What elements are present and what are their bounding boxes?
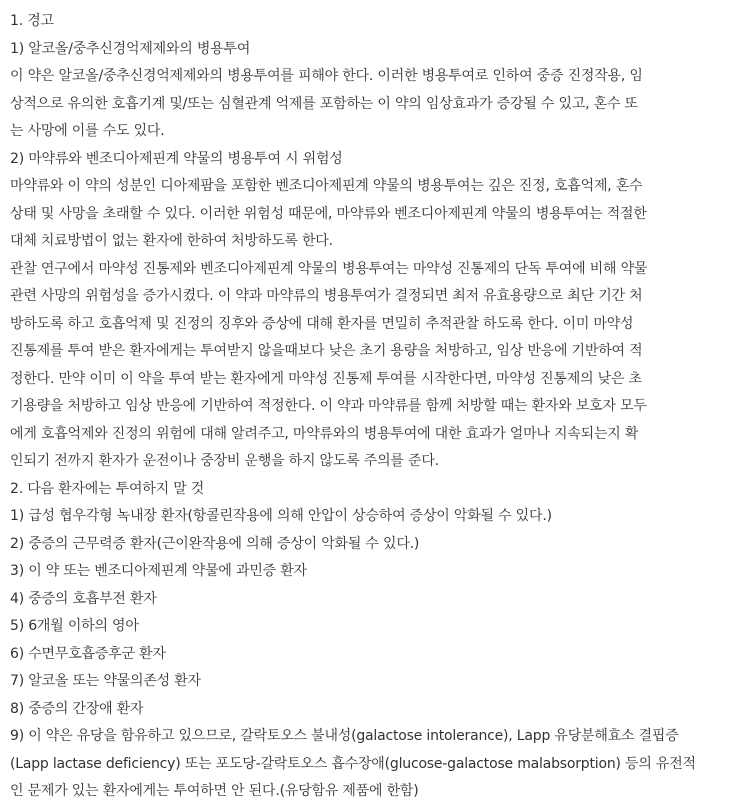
list-item: 4) 중증의 호흡부전 환자 <box>10 591 157 607</box>
subsection-heading-opioid-risk: 2) 마약류와 벤조디아제핀계 약물의 병용투여 시 위험성 <box>10 151 343 167</box>
text-line: 에게 호흡억제와 진정의 위험에 대해 알려주고, 마약류와의 병용투여에 대한 효과가 얼마나 지속되는지 확 <box>10 426 639 442</box>
text-line: 마약류와 이 약의 성분인 디아제팜을 포함한 벤조디아제핀계 약물의 병용투여는 깊은 진정, 호흡억제, 혼수 <box>10 178 643 194</box>
text-line: (Lapp lactase deficiency) 또는 포도당-갈락토오스 흡수장애(glucose-galactose malabsorption) 등의 유전적 <box>10 756 696 772</box>
list-item: 1) 급성 협우각형 녹내장 환자(항콜린작용에 의해 안압이 상승하여 증상이 악화될 수 있다.) <box>10 508 552 524</box>
list-item: 8) 중증의 간장애 환자 <box>10 701 144 717</box>
text-line: 방하도록 하고 호흡억제 및 진정의 징후와 증상에 대해 환자를 면밀히 추적관찰 하도록 한다. 이미 마약성 <box>10 316 634 332</box>
text-line: 는 사망에 이를 수도 있다. <box>10 123 165 139</box>
text-line: 상적으로 유의한 호흡기계 및/또는 심혈관계 억제를 포함하는 이 약의 임상효과가 증강될 수 있고, 혼수 또 <box>10 96 638 112</box>
text-line: 인되기 전까지 환자가 운전이나 중장비 운행을 하지 않도록 주의를 준다. <box>10 453 439 469</box>
list-item: 6) 수면무호흡증후군 환자 <box>10 646 166 662</box>
list-item: 5) 6개월 이하의 영아 <box>10 618 139 634</box>
subsection-heading-alcohol: 1) 알코올/중추신경억제제와의 병용투여 <box>10 41 251 57</box>
text-line: 인 문제가 있는 환자에게는 투여하면 안 된다.(유당함유 제품에 한함) <box>10 783 419 799</box>
text-line: 대체 치료방법이 없는 환자에 한하여 처방하도록 한다. <box>10 233 333 249</box>
text-line: 이 약은 알코올/중추신경억제제와의 병용투여를 피해야 한다. 이러한 병용투여로 인하여 중증 진정작용, 임 <box>10 68 643 84</box>
section-heading-contraindications: 2. 다음 환자에는 투여하지 말 것 <box>10 481 205 497</box>
text-line: 관찰 연구에서 마약성 진통제와 벤조디아제핀계 약물의 병용투여는 마약성 진통제의 단독 투여에 비해 약물 <box>10 261 648 277</box>
text-line: 진통제를 투여 받은 환자에게는 투여받지 않을때보다 낮은 초기 용량을 처방하고, 임상 반응에 기반하여 적 <box>10 343 643 359</box>
list-item: 7) 알코올 또는 약물의존성 환자 <box>10 673 201 689</box>
list-item: 2) 중증의 근무력증 환자(근이완작용에 의해 증상이 악화될 수 있다.) <box>10 536 420 552</box>
text-line: 기용량을 처방하고 임상 반응에 기반하여 적정한다. 이 약과 마약류를 함께 처방할 때는 환자와 보호자 모두 <box>10 398 647 414</box>
text-line: 정한다. 만약 이미 이 약을 투여 받는 환자에게 마약성 진통제 투여를 시작한다면, 마약성 진통제의 낮은 초 <box>10 371 642 387</box>
list-item: 9) 이 약은 유당을 함유하고 있으므로, 갈락토오스 불내성(galactose intolerance), Lapp 유당분해효소 결핍증 <box>10 728 679 744</box>
list-item: 3) 이 약 또는 벤조디아제핀계 약물에 과민증 환자 <box>10 563 307 579</box>
text-line: 상태 및 사망을 초래할 수 있다. 이러한 위험성 때문에, 마약류와 벤조디아제핀계 약물의 병용투여는 적절한 <box>10 206 647 222</box>
section-heading-warning: 1. 경고 <box>10 13 54 29</box>
text-line: 관련 사망의 위험성을 증가시켰다. 이 약과 마약류의 병용투여가 결정되면 최저 유효용량으로 최단 기간 처 <box>10 288 643 304</box>
